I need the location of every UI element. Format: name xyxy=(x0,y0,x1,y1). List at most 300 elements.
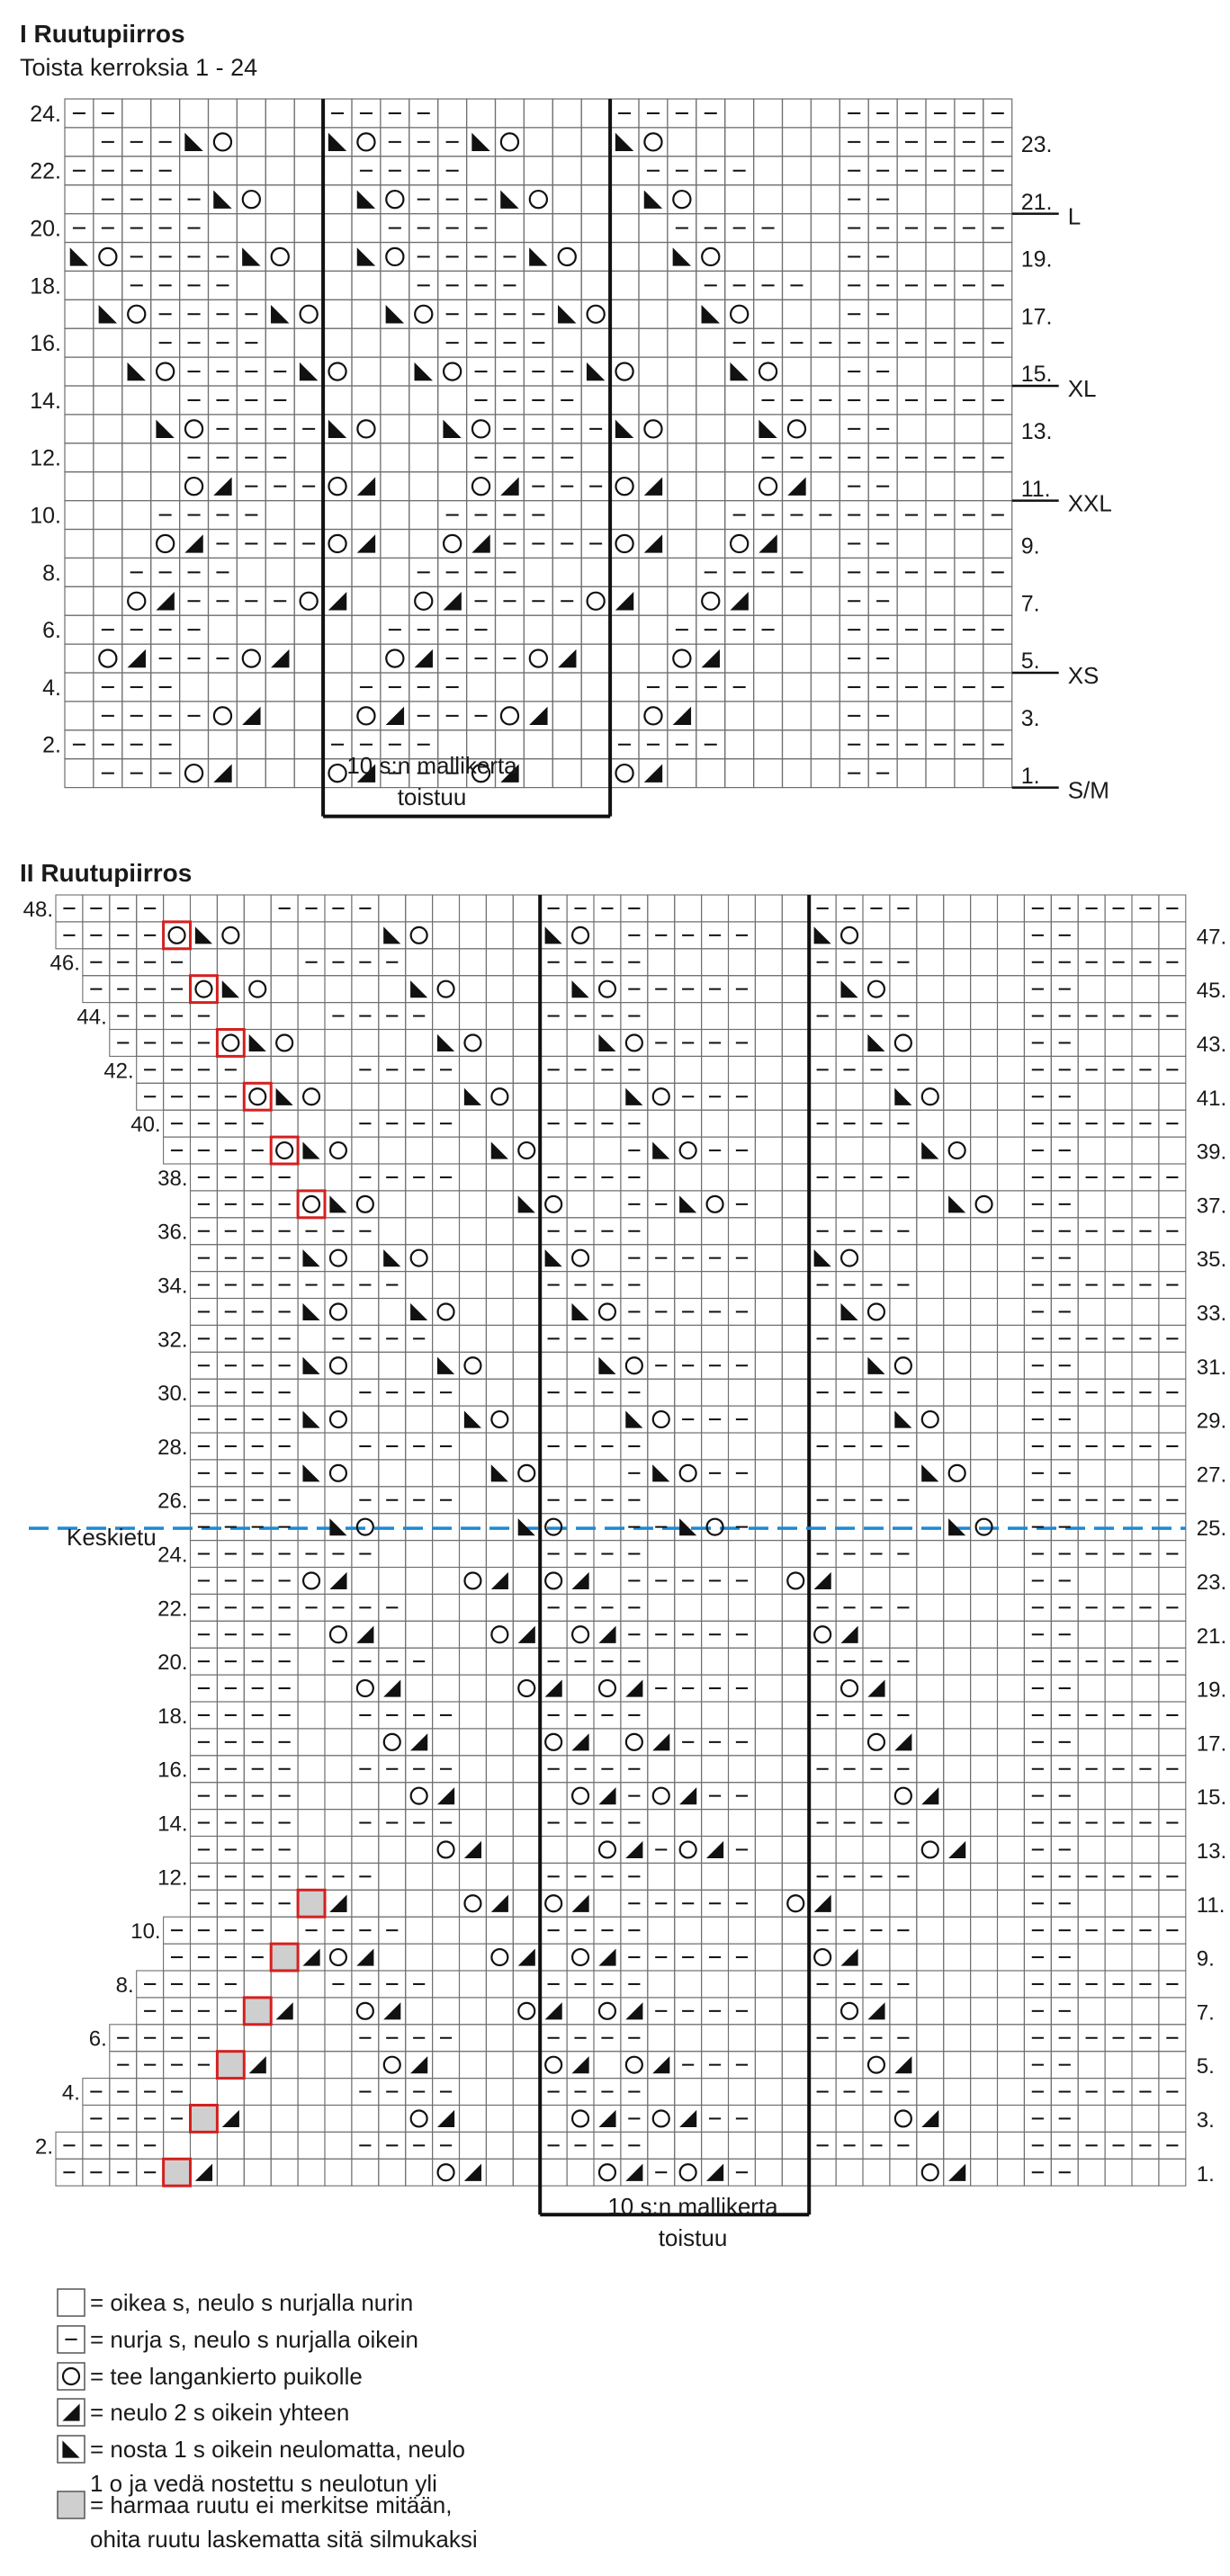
grid-cell xyxy=(917,1810,944,1837)
grid-cell xyxy=(971,2079,998,2106)
grid-cell xyxy=(836,2106,863,2133)
grid-cell xyxy=(998,1756,1025,1783)
skp-symbol xyxy=(437,1357,454,1374)
grid-cell xyxy=(294,99,323,128)
grid-cell xyxy=(755,1379,782,1406)
grid-cell xyxy=(917,2132,944,2159)
grid-cell xyxy=(1078,2106,1105,2133)
grid-cell xyxy=(460,922,487,949)
yarn-over-symbol xyxy=(626,1357,642,1373)
grid-cell xyxy=(836,1191,863,1218)
grid-cell xyxy=(782,1998,809,2025)
grid-cell xyxy=(1159,1191,1186,1218)
k2tog-symbol xyxy=(242,707,260,725)
yarn-over-symbol xyxy=(272,248,289,265)
skp-symbol xyxy=(276,1088,293,1105)
grid-cell xyxy=(610,759,639,788)
grid-cell xyxy=(755,2025,782,2052)
grid-cell xyxy=(581,759,610,788)
grid-cell xyxy=(998,1648,1025,1675)
grid-cell xyxy=(381,501,409,530)
k2tog-symbol xyxy=(128,649,146,667)
k2tog-symbol xyxy=(195,2164,212,2181)
grid-cell xyxy=(1132,1675,1159,1702)
k2tog-symbol xyxy=(598,2110,615,2127)
grid-cell xyxy=(209,730,238,759)
grid-cell xyxy=(433,1272,460,1299)
k2tog-symbol xyxy=(471,534,489,552)
legend-swatch xyxy=(58,2363,85,2390)
grid-cell xyxy=(552,615,581,644)
grid-cell xyxy=(265,214,294,243)
grid-cell xyxy=(540,1406,567,1433)
grid-cell xyxy=(917,1702,944,1729)
grid-cell xyxy=(540,2106,567,2133)
grid-cell xyxy=(294,644,323,673)
grid-cell xyxy=(433,1837,460,1864)
grid-cell xyxy=(325,2079,352,2106)
grid-cell xyxy=(433,1299,460,1326)
grid-cell xyxy=(621,1998,648,2025)
yarn-over-symbol xyxy=(841,1680,857,1696)
grid-cell xyxy=(917,1917,944,1944)
grid-cell xyxy=(298,1648,325,1675)
grid-cell xyxy=(265,759,294,788)
grid-cell xyxy=(998,1137,1025,1164)
grid-cell xyxy=(971,1998,998,2025)
grid-cell xyxy=(486,1137,513,1164)
grid-cell xyxy=(460,1460,487,1487)
k2tog-symbol xyxy=(410,2056,427,2073)
grid-cell xyxy=(325,1137,352,1164)
grid-cell xyxy=(1078,1621,1105,1648)
yarn-over-symbol xyxy=(788,420,805,437)
skp-symbol xyxy=(921,1464,938,1481)
grid-cell xyxy=(725,128,754,157)
grid-cell xyxy=(406,1594,433,1621)
legend-item xyxy=(58,2399,349,2426)
grid-cell xyxy=(863,2052,890,2079)
grid-cell xyxy=(406,1245,433,1272)
grid-cell xyxy=(754,472,783,501)
grid-cell xyxy=(352,644,381,673)
row-label-left: 46. xyxy=(49,951,80,976)
yarn-over-symbol xyxy=(464,1034,480,1051)
chart-2-row-labels xyxy=(23,898,1227,2187)
grid-cell xyxy=(191,2132,218,2159)
row-label-left: 32. xyxy=(157,1328,188,1353)
grid-cell xyxy=(702,1594,729,1621)
grid-cell xyxy=(271,2106,298,2133)
grid-cell xyxy=(998,1406,1025,1433)
grid-cell xyxy=(998,1971,1025,1998)
grid-cell xyxy=(702,1756,729,1783)
grid-cell xyxy=(298,2106,325,2133)
grid-cell xyxy=(552,99,581,128)
grid-cell xyxy=(1132,976,1159,1003)
grid-cell xyxy=(917,1299,944,1326)
grid-cell xyxy=(567,2052,594,2079)
grid-cell xyxy=(352,1568,379,1595)
grid-cell xyxy=(1159,1621,1186,1648)
skp-symbol xyxy=(128,362,146,380)
grid-cell xyxy=(782,1568,809,1595)
grid-cell xyxy=(639,443,668,472)
skp-symbol xyxy=(328,420,346,438)
grid-cell xyxy=(164,895,191,922)
grid-cell xyxy=(460,1487,487,1514)
grid-cell xyxy=(438,415,467,443)
yarn-over-symbol xyxy=(868,2057,884,2073)
grid-cell xyxy=(754,157,783,185)
grid-cell xyxy=(513,1406,540,1433)
grid-cell xyxy=(244,1056,271,1083)
yarn-over-symbol xyxy=(895,1788,911,1804)
yarn-over-symbol xyxy=(680,1142,696,1158)
grid-cell xyxy=(298,1998,325,2025)
row-label-left: 2. xyxy=(42,732,61,758)
grid-cell xyxy=(406,895,433,922)
skp-symbol xyxy=(383,926,400,944)
grid-cell xyxy=(460,2052,487,2079)
grid-cell xyxy=(1078,1030,1105,1057)
k2tog-symbol xyxy=(357,477,375,495)
grid-cell xyxy=(755,1487,782,1514)
yarn-over-symbol xyxy=(922,1088,938,1105)
grid-cell xyxy=(65,530,94,559)
grid-cell xyxy=(460,1541,487,1568)
grid-cell xyxy=(811,759,839,788)
grid-cell xyxy=(755,1137,782,1164)
grid-cell xyxy=(379,1890,406,1917)
grid-cell xyxy=(409,415,438,443)
skp-symbol xyxy=(500,190,518,208)
yarn-over-symbol xyxy=(787,1572,804,1588)
grid-cell xyxy=(486,1083,513,1110)
grid-cell xyxy=(702,1191,729,1218)
grid-cell xyxy=(675,1379,702,1406)
row-label-right: 21. xyxy=(1020,189,1053,215)
grid-cell xyxy=(325,1729,352,1756)
grid-cell xyxy=(696,386,725,415)
grid-cell xyxy=(460,1379,487,1406)
grid-cell xyxy=(265,271,294,300)
grid-cell xyxy=(998,1594,1025,1621)
grid-cell xyxy=(610,558,639,586)
grid-cell xyxy=(809,2106,836,2133)
grid-cell xyxy=(406,1191,433,1218)
grid-cell xyxy=(675,949,702,976)
k2tog-symbol xyxy=(410,1733,427,1750)
grid-cell xyxy=(594,2052,621,2079)
grid-cell xyxy=(460,1352,487,1379)
grid-cell xyxy=(94,472,122,501)
skp-symbol xyxy=(587,362,605,380)
grid-cell xyxy=(729,1594,756,1621)
grid-cell xyxy=(325,1837,352,1864)
legend xyxy=(58,2289,478,2553)
yarn-over-symbol xyxy=(464,1572,480,1588)
grid-cell xyxy=(782,1487,809,1514)
grid-cell xyxy=(581,386,610,415)
grid-cell xyxy=(352,1191,379,1218)
k2tog-symbol xyxy=(625,2164,642,2181)
grid-cell xyxy=(352,386,381,415)
grid-cell xyxy=(581,730,610,759)
skp-symbol xyxy=(867,1034,884,1051)
yarn-over-symbol xyxy=(572,2110,588,2126)
grid-cell xyxy=(406,1837,433,1864)
skp-symbol xyxy=(673,247,691,265)
grid-cell xyxy=(513,1164,540,1191)
grid-cell xyxy=(782,2079,809,2106)
grid-cell xyxy=(998,1379,1025,1406)
grid-cell xyxy=(460,1675,487,1702)
grid-cell xyxy=(513,2079,540,2106)
grid-cell xyxy=(271,2052,298,2079)
grid-cell xyxy=(381,271,409,300)
grid-cell xyxy=(271,976,298,1003)
grid-cell xyxy=(325,1406,352,1433)
k2tog-symbol xyxy=(759,534,777,552)
grid-cell xyxy=(381,443,409,472)
grid-cell xyxy=(971,1487,998,1514)
grid-cell xyxy=(809,1998,836,2025)
yarn-over-symbol xyxy=(572,1788,588,1804)
grid-cell xyxy=(1105,1783,1132,1810)
grid-cell xyxy=(460,895,487,922)
grid-cell xyxy=(836,1137,863,1164)
grid-cell xyxy=(379,1030,406,1057)
grid-cell xyxy=(486,1541,513,1568)
grid-cell xyxy=(811,702,839,730)
grid-cell xyxy=(513,1729,540,1756)
grid-cell xyxy=(998,2052,1025,2079)
grid-cell xyxy=(486,1917,513,1944)
grid-cell xyxy=(151,586,180,615)
grid-cell xyxy=(755,1325,782,1352)
grid-cell xyxy=(811,300,839,328)
grid-cell xyxy=(782,1783,809,1810)
grid-cell xyxy=(381,185,409,214)
grid-cell xyxy=(917,1594,944,1621)
grid-cell xyxy=(486,895,513,922)
legend-swatch xyxy=(58,2491,85,2518)
yarn-over-symbol xyxy=(330,1250,346,1266)
grid-cell xyxy=(944,1621,971,1648)
skp-symbol xyxy=(156,420,174,438)
size-marker-label: XS xyxy=(1067,662,1100,689)
k2tog-symbol xyxy=(571,2056,588,2073)
grid-cell xyxy=(1105,2106,1132,2133)
grid-cell xyxy=(460,1568,487,1595)
grid-cell xyxy=(271,1003,298,1030)
grid-cell xyxy=(729,949,756,976)
grid-cell xyxy=(998,1944,1025,1971)
grid-cell xyxy=(467,157,496,185)
grid-cell xyxy=(294,730,323,759)
grid-cell xyxy=(513,2025,540,2052)
row-label-left: 36. xyxy=(157,1220,188,1245)
grid-cell xyxy=(513,1917,540,1944)
grid-cell xyxy=(1105,1568,1132,1595)
grid-cell xyxy=(729,1487,756,1514)
grid-cell xyxy=(409,357,438,386)
row-label-left: 14. xyxy=(30,388,61,414)
yarn-over-symbol xyxy=(444,535,461,552)
grid-cell xyxy=(971,1325,998,1352)
grid-cell xyxy=(955,415,983,443)
grid-cell xyxy=(783,586,812,615)
row-label-left: 22. xyxy=(30,158,61,184)
grid-cell xyxy=(265,558,294,586)
grid-cell xyxy=(783,673,812,702)
grid-cell xyxy=(811,644,839,673)
grid-cell xyxy=(379,1137,406,1164)
grid-cell xyxy=(409,501,438,530)
grid-cell xyxy=(271,1030,298,1057)
yarn-over-symbol xyxy=(518,2003,534,2019)
size-marker-label: S/M xyxy=(1067,776,1109,804)
grid-cell xyxy=(298,976,325,1003)
grid-cell xyxy=(944,2052,971,2079)
k2tog-symbol xyxy=(571,1733,588,1750)
grid-cell xyxy=(621,1352,648,1379)
yarn-over-symbol xyxy=(759,362,777,380)
grid-cell xyxy=(621,1729,648,1756)
grid-cell xyxy=(998,1783,1025,1810)
grid-cell xyxy=(524,271,552,300)
grid-cell xyxy=(1078,1137,1105,1164)
grid-cell xyxy=(998,1460,1025,1487)
grid-cell xyxy=(94,300,122,328)
grid-cell xyxy=(971,1299,998,1326)
grid-cell xyxy=(648,1433,675,1460)
grid-cell xyxy=(648,2025,675,2052)
grid-cell xyxy=(1159,1729,1186,1756)
grid-cell xyxy=(890,1299,917,1326)
row-label-right: 43. xyxy=(1196,1033,1227,1058)
grid-cell xyxy=(1159,1944,1186,1971)
grid-cell xyxy=(782,2025,809,2052)
grid-cell xyxy=(917,922,944,949)
grid-cell xyxy=(65,558,94,586)
grid-cell xyxy=(409,530,438,559)
yarn-over-symbol xyxy=(472,420,489,437)
grid-cell xyxy=(610,501,639,530)
grid-cell xyxy=(325,1702,352,1729)
grid-cell xyxy=(754,243,783,272)
size-marker-label: XL xyxy=(1067,375,1097,402)
grid-cell xyxy=(983,185,1012,214)
yarn-over-symbol xyxy=(644,133,661,150)
grid-cell xyxy=(917,1648,944,1675)
grid-cell xyxy=(524,730,552,759)
grid-cell xyxy=(809,2052,836,2079)
grid-cell xyxy=(668,328,696,357)
grid-cell xyxy=(668,586,696,615)
grid-cell xyxy=(486,1594,513,1621)
grid-cell xyxy=(552,730,581,759)
grid-cell xyxy=(467,99,496,128)
grid-cell xyxy=(1105,1837,1132,1864)
skp-symbol xyxy=(644,190,662,208)
grid-cell xyxy=(917,1971,944,1998)
grid-cell xyxy=(191,949,218,976)
grid-cell xyxy=(540,1460,567,1487)
grid-cell xyxy=(381,586,409,615)
grid-cell xyxy=(971,1003,998,1030)
yarn-over-symbol xyxy=(545,2057,561,2073)
grid-cell xyxy=(610,243,639,272)
grid-cell xyxy=(298,1245,325,1272)
yarn-over-symbol xyxy=(814,1626,830,1642)
grid-cell xyxy=(755,1729,782,1756)
skp-symbol xyxy=(184,133,202,151)
row-label-right: 7. xyxy=(1020,591,1040,617)
grid-cell xyxy=(271,1056,298,1083)
grid-cell xyxy=(209,99,238,128)
yarn-over-symbol xyxy=(301,593,318,610)
grid-cell xyxy=(675,1541,702,1568)
skp-symbol xyxy=(464,1410,481,1427)
grid-cell xyxy=(725,644,754,673)
grid-cell xyxy=(379,895,406,922)
grid-cell xyxy=(890,1352,917,1379)
grid-cell xyxy=(122,415,151,443)
yarn-over-symbol xyxy=(303,1572,319,1588)
grid-cell xyxy=(971,1110,998,1137)
skp-symbol xyxy=(571,1303,588,1320)
grid-cell xyxy=(783,243,812,272)
grid-cell xyxy=(433,2052,460,2079)
grid-cell xyxy=(863,2159,890,2186)
grid-cell xyxy=(998,1890,1025,1917)
row-label-left: 6. xyxy=(88,2026,107,2052)
grid-cell xyxy=(729,1056,756,1083)
grid-cell xyxy=(809,1299,836,1326)
grid-cell xyxy=(782,1944,809,1971)
grid-cell xyxy=(540,1783,567,1810)
grid-cell xyxy=(323,702,352,730)
highlight-cell xyxy=(298,1191,325,1218)
grid-cell xyxy=(725,702,754,730)
grid-cell xyxy=(94,328,122,357)
grid-cell xyxy=(1159,2052,1186,2079)
grid-cell xyxy=(971,1756,998,1783)
grid-cell xyxy=(971,1272,998,1299)
grid-cell xyxy=(122,586,151,615)
legend-item xyxy=(58,2289,413,2316)
grid-cell xyxy=(998,1917,1025,1944)
grid-cell xyxy=(325,2025,352,2052)
k2tog-symbol xyxy=(894,1733,911,1750)
k2tog-symbol xyxy=(443,592,461,610)
row-label-right: 29. xyxy=(1196,1409,1227,1434)
grid-cell xyxy=(702,949,729,976)
grid-cell xyxy=(917,1756,944,1783)
skp-symbol xyxy=(615,420,633,438)
grid-cell xyxy=(983,415,1012,443)
grid-cell xyxy=(755,1056,782,1083)
grid-cell xyxy=(1078,1191,1105,1218)
grid-cell xyxy=(1078,1083,1105,1110)
grid-cell xyxy=(998,1083,1025,1110)
grid-cell xyxy=(65,501,94,530)
grid-cell xyxy=(298,2159,325,2186)
grid-cell xyxy=(352,1783,379,1810)
grid-cell xyxy=(594,1890,621,1917)
